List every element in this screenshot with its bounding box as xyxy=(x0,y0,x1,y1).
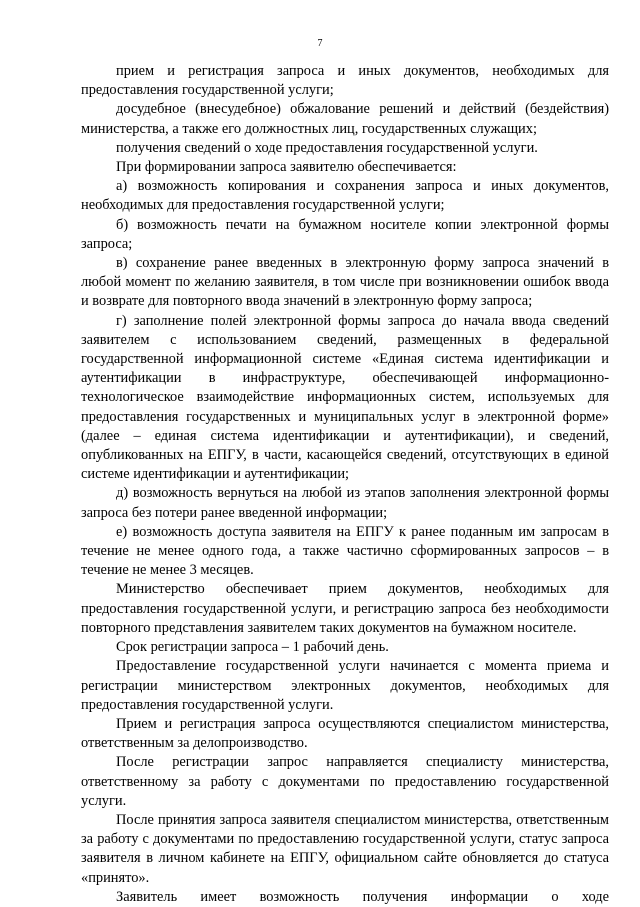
paragraph: Срок регистрации запроса – 1 рабочий день. xyxy=(116,639,389,656)
paragraph: При формировании запроса заявителю обеспечивается: xyxy=(116,159,457,176)
paragraph: б) возможность печати на бумажном носителе копии электронной формы запроса; xyxy=(81,216,609,252)
paragraph: Предоставление государственной услуги начинается с момента приема и регистрации министерством электронных документов, необходимых для предоставления государственной услуги. xyxy=(81,658,609,713)
paragraph: Прием и регистрация запроса осуществляются специалистом министерства, ответственным за делопроизводство. xyxy=(81,715,609,752)
paragraph: получения сведений о ходе предоставления государственной услуги. xyxy=(116,139,538,156)
paragraph: д) возможность вернуться на любой из этапов заполнения электронной формы запроса без потери ранее введенной информации; xyxy=(81,485,609,521)
paragraph: в) сохранение ранее введенных в электронную форму запроса значений в любой момент по желанию заявителя, в том числе при возникновении ошибок ввода и возврате для повторного ввода значений в электронную форму запроса; xyxy=(81,255,609,310)
page-number: 7 xyxy=(317,38,323,49)
paragraph: а) возможность копирования и сохранения запроса и иных документов, необходимых для предоставления государственной услуги; xyxy=(81,178,609,214)
paragraph: После регистрации запрос направляется специалисту министерства, ответственному за работу с документами по предоставлению государственной услуги. xyxy=(81,754,609,809)
paragraph: прием и регистрация запроса и иных документов, необходимых для предоставления государственной услуги; xyxy=(81,63,609,99)
paragraph: г) заполнение полей электронной формы запроса до начала ввода сведений заявителем с использованием сведений, размещенных в федеральной государственной информационной системе «Единая система идентификации и аутентификации в инфраструктуре, обеспечивающей информационно-технологическое взаимодействие информационных систем, используемых для предоставления государственных и муниципальных услуг в электронной форме» (далее – единая система идентификации и аутентификации), и сведений, опубликованных на ЕПГУ, в части, касающейся сведений, отсутствующих в единой системе идентификации и аутентификации; xyxy=(81,312,609,483)
paragraph: досудебное (внесудебное) обжалование решений и действий (бездействия) министерства, а также его должностных лиц, государственных служащих; xyxy=(81,101,609,137)
paragraph: Министерство обеспечивает прием документов, необходимых для предоставления государственной услуги, и регистрацию запроса без необходимости повторного представления заявителем таких документов на бумажном носителе. xyxy=(81,581,609,636)
paragraph: После принятия запроса заявителя специалистом министерства, ответственным за работу с документами по предоставлению государственной услуги, статус запроса заявителя в личном кабинете на ЕПГУ, официальном сайте обновляется до статуса «принято». xyxy=(81,811,609,886)
document-body xyxy=(81,62,609,907)
paragraph: Заявитель имеет возможность получения информации о ходе xyxy=(116,888,609,905)
paragraph: е) возможность доступа заявителя на ЕПГУ к ранее поданным им запросам в течение не менее одного года, а также частично сформированных запросов – в течение не менее 3 месяцев. xyxy=(81,523,609,579)
